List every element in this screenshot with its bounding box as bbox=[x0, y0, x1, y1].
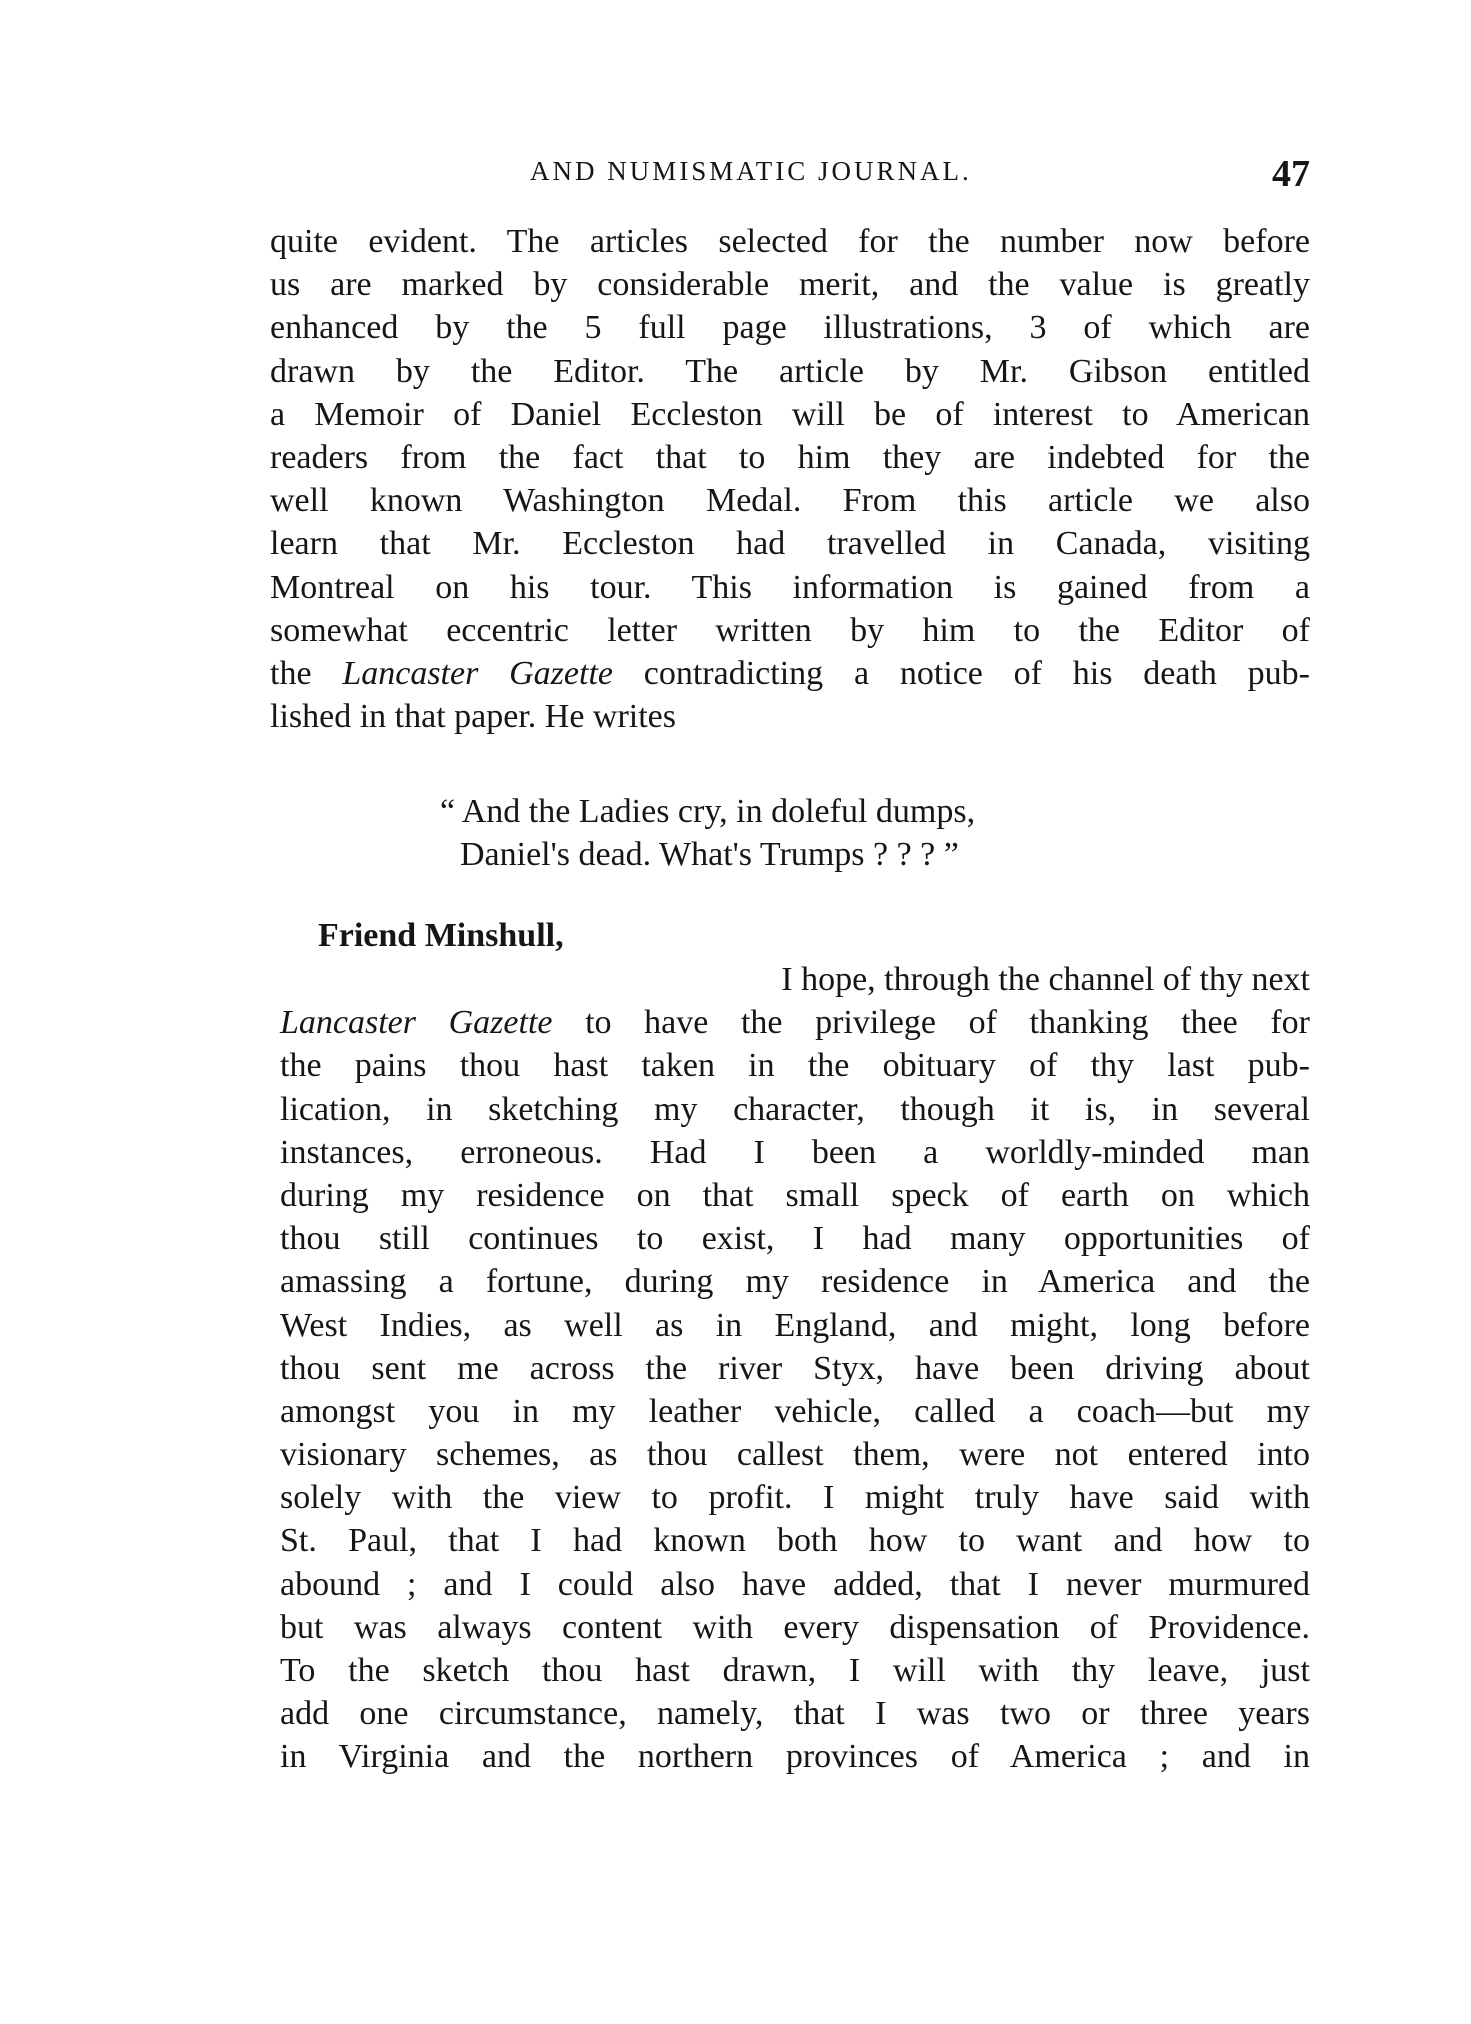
text-line: thou still continues to exist, I had many opportunities of bbox=[280, 1220, 1310, 1258]
text-line: instances, erroneous. Had I been a worldly-minded man bbox=[280, 1133, 1310, 1171]
text-line-with-newspaper-title bbox=[270, 652, 1310, 695]
newspaper-title: Lancaster Gazette bbox=[280, 1004, 553, 1042]
letter-salutation: Friend Minshull, bbox=[318, 917, 564, 954]
text-line: Montreal on his tour. This information is gained from a bbox=[270, 568, 1310, 606]
text-line: add one circumstance, namely, that I was two or three years bbox=[280, 1695, 1310, 1733]
text-line: enhanced by the 5 full page illustrations, 3 of which are bbox=[270, 309, 1310, 347]
text-line: well known Washington Medal. From this article we also bbox=[270, 482, 1310, 520]
running-head bbox=[270, 152, 1310, 204]
page-number: 47 bbox=[1272, 153, 1310, 195]
text-line: somewhat eccentric letter written by him to the Editor of bbox=[270, 611, 1310, 649]
text-line: West Indies, as well as in England, and might, long before bbox=[280, 1306, 1310, 1344]
text-line: readers from the fact that to him they are indebted for the bbox=[270, 438, 1310, 476]
text-line: abound ; and I could also have added, that I never murmured bbox=[280, 1565, 1310, 1603]
verse-line: Daniel's dead. What's Trumps ? ? ? ” bbox=[460, 836, 959, 873]
text-line: lication, in sketching my character, though it is, in several bbox=[280, 1090, 1310, 1128]
text-fragment: the bbox=[270, 654, 343, 692]
text-line: during my residence on that small speck of earth on which bbox=[280, 1176, 1310, 1214]
text-line: but was always content with every dispensation of Providence. bbox=[280, 1608, 1310, 1646]
text-line: amongst you in my leather vehicle, called a coach—but my bbox=[280, 1392, 1310, 1430]
text-line: visionary schemes, as thou callest them, were not entered into bbox=[280, 1436, 1310, 1474]
text-line: in Virginia and the northern provinces of America ; and in bbox=[280, 1738, 1310, 1776]
letter-body bbox=[280, 958, 1310, 1779]
text-line: the pains thou hast taken in the obituary of thy last pub- bbox=[280, 1047, 1310, 1085]
text-line: us are marked by considerable merit, and the value is greatly bbox=[270, 266, 1310, 304]
text-line: a Memoir of Daniel Eccleston will be of interest to American bbox=[270, 395, 1310, 433]
text-line: learn that Mr. Eccleston had travelled in Canada, visiting bbox=[270, 525, 1310, 563]
running-title: AND NUMISMATIC JOURNAL. bbox=[530, 156, 972, 186]
paragraph-evident bbox=[270, 220, 1310, 738]
text-line: amassing a fortune, during my residence in America and the bbox=[280, 1263, 1310, 1301]
text-line: quite evident. The articles selected for the number now before bbox=[270, 223, 1310, 260]
text-line: solely with the view to profit. I might truly have said with bbox=[280, 1479, 1310, 1517]
verse-quotation bbox=[440, 790, 1160, 876]
text-line: To the sketch thou hast drawn, I will with thy leave, just bbox=[280, 1652, 1310, 1689]
text-fragment: contradicting a notice of his death pub- bbox=[612, 654, 1310, 692]
text-line-with-newspaper-title bbox=[280, 1001, 1310, 1044]
text-line: lished in that paper. He writes bbox=[270, 698, 677, 736]
text-line: St. Paul, that I had known both how to want and how to bbox=[280, 1522, 1310, 1560]
text-fragment: to have the privilege of thanking thee for bbox=[552, 1004, 1311, 1042]
text-line: thou sent me across the river Styx, have been driving about bbox=[280, 1349, 1310, 1387]
newspaper-title: Lancaster Gazette bbox=[342, 654, 613, 692]
verse-line: “ And the Ladies cry, in doleful dumps, bbox=[440, 793, 976, 830]
text-line: I hope, through the channel of thy next bbox=[781, 961, 1310, 998]
text-line: drawn by the Editor. The article by Mr. Gibson entitled bbox=[270, 352, 1310, 390]
